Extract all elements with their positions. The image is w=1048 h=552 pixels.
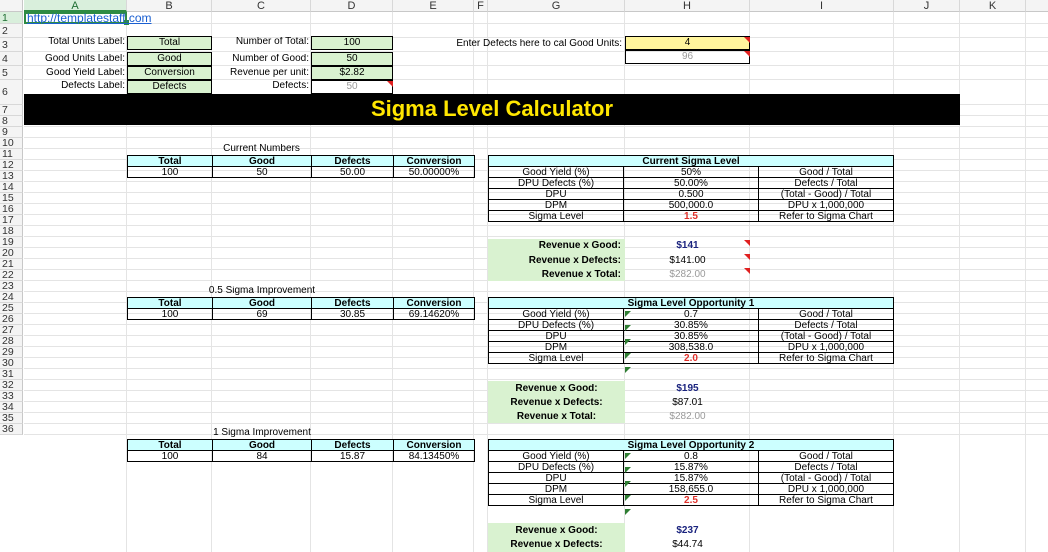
row-header[interactable]: 1 (0, 12, 23, 24)
cell-total[interactable]: 100 (128, 167, 213, 178)
metric-label[interactable]: Good Yield (%) (489, 167, 624, 178)
sigma-table (488, 297, 894, 364)
revenue-good-value[interactable]: $195 (676, 384, 699, 394)
header-total: Total (128, 440, 213, 451)
metric-formula[interactable]: Good / Total (759, 451, 894, 462)
grid-row-line (24, 423, 1048, 424)
revenue-good-value[interactable]: $237 (676, 526, 699, 536)
cell-defects[interactable]: 50.00 (312, 167, 394, 178)
metric-formula[interactable]: Defects / Total (759, 178, 894, 189)
grid-row-line (24, 434, 1048, 435)
header-defects: Defects (312, 440, 394, 451)
numbers-table (127, 155, 475, 178)
col-header-blank (1026, 0, 1048, 12)
col-header-c[interactable]: C (212, 0, 311, 12)
section-caption: Current Numbers (223, 144, 300, 154)
metric-label[interactable]: DPM (489, 342, 624, 353)
row-header[interactable]: 20 (0, 248, 23, 259)
input-number-good[interactable]: 50 (311, 52, 393, 66)
row-header[interactable]: 3 (0, 38, 23, 52)
row-header[interactable]: 10 (0, 138, 23, 149)
metric-label[interactable]: Good Yield (%) (489, 309, 624, 320)
metric-value[interactable]: 158,655.0 (624, 484, 759, 495)
row-header[interactable]: 9 (0, 127, 23, 138)
comment-marker-icon (387, 81, 393, 87)
metric-label[interactable]: DPU Defects (%) (489, 462, 624, 473)
section-caption: 1 Sigma Improvement (213, 428, 311, 438)
row-header[interactable]: 13 (0, 171, 23, 182)
header-good: Good (213, 298, 312, 309)
formula-marker-icon (625, 509, 631, 515)
revenue-good-label: Revenue x Good: (538, 241, 621, 251)
row-header[interactable]: 24 (0, 292, 23, 303)
label-total-units: Total Units Label: (48, 37, 125, 47)
metric-value[interactable]: 308,538.0 (624, 342, 759, 353)
label-good-yield: Good Yield Label: (46, 68, 125, 78)
header-defects: Defects (312, 156, 394, 167)
metric-value[interactable]: 15.87% (624, 473, 759, 484)
row-header[interactable]: 35 (0, 413, 23, 424)
cell-defects[interactable]: 15.87 (312, 451, 394, 462)
revenue-total-label: Revenue x Total: (541, 270, 621, 280)
header-total: Total (128, 156, 213, 167)
col-header-i[interactable]: I (750, 0, 894, 12)
label-good-units: Good Units Label: (44, 54, 125, 64)
grid-col-line (1025, 12, 1026, 552)
grid-row-line (24, 368, 1048, 369)
metric-label[interactable]: DPU Defects (%) (489, 178, 624, 189)
grid-row-line (24, 225, 1048, 226)
comment-marker-icon (744, 254, 750, 260)
row-header[interactable]: 21 (0, 259, 23, 270)
grid-row-line (24, 23, 1048, 24)
metric-value[interactable]: 15.87% (624, 462, 759, 473)
formula-marker-icon (625, 339, 631, 345)
revenue-total-value[interactable]: $282.00 (669, 412, 706, 422)
revenue-defects-value[interactable]: $141.00 (669, 256, 706, 266)
row-header[interactable]: 26 (0, 314, 23, 325)
col-header-h[interactable]: H (625, 0, 750, 12)
input-conversion-label[interactable]: Conversion (127, 66, 212, 80)
formula-marker-icon (625, 467, 631, 473)
page-title: Sigma Level Calculator (370, 96, 614, 121)
label-number-total: Number of Total: (235, 37, 309, 47)
title-banner (24, 94, 960, 125)
row-header[interactable]: 23 (0, 281, 23, 292)
row-header[interactable]: 34 (0, 402, 23, 413)
row-header[interactable]: 29 (0, 347, 23, 358)
revenue-defects-label: Revenue x Defects: (510, 398, 603, 408)
formula-marker-icon (625, 367, 631, 373)
row-header[interactable]: 28 (0, 336, 23, 347)
revenue-defects-value[interactable]: $87.01 (672, 398, 703, 408)
label-defects: Defects Label: (61, 81, 125, 91)
metric-label[interactable]: DPM (489, 484, 624, 495)
row-header[interactable]: 30 (0, 358, 23, 369)
grid-row-line (24, 148, 1048, 149)
row-header[interactable]: 7 (0, 105, 23, 116)
metric-value[interactable]: 500,000.0 (624, 200, 759, 211)
row-header[interactable]: 12 (0, 160, 23, 171)
cell-good[interactable]: 84 (213, 451, 312, 462)
revenue-good-label: Revenue x Good: (515, 526, 598, 536)
revenue-good-label: Revenue x Good: (515, 384, 598, 394)
metric-formula[interactable]: Refer to Sigma Chart (759, 353, 894, 364)
grid-row-line (24, 137, 1048, 138)
cell-conversion[interactable]: 84.13450% (394, 451, 475, 462)
cell-defects[interactable]: 30.85 (312, 309, 394, 320)
sigma-level-value[interactable]: 2.0 (624, 353, 759, 364)
revenue-total-label: Revenue x Total: (516, 412, 597, 422)
row-header[interactable]: 14 (0, 182, 23, 193)
row-header[interactable]: 8 (0, 116, 23, 127)
input-defects-label[interactable]: Defects (127, 80, 212, 94)
metric-label[interactable]: DPU (489, 189, 624, 200)
formula-marker-icon (625, 453, 631, 459)
header-conversion: Conversion (394, 440, 475, 451)
metric-formula[interactable]: (Total - Good) / Total (759, 473, 894, 484)
sigma-level-value[interactable]: 2.5 (624, 495, 759, 506)
metric-formula[interactable]: (Total - Good) / Total (759, 331, 894, 342)
metric-formula[interactable]: DPU x 1,000,000 (759, 342, 894, 353)
good-units-computed: 96 (625, 50, 750, 64)
input-number-total[interactable]: 100 (311, 36, 393, 50)
grid-row-line (24, 379, 1048, 380)
row-header[interactable]: 36 (0, 424, 23, 435)
link-templatestaff[interactable]: http://templatestaff.com (27, 12, 152, 24)
row-header[interactable]: 22 (0, 270, 23, 281)
metric-formula[interactable]: DPU x 1,000,000 (759, 200, 894, 211)
sigma-table (488, 155, 894, 222)
sigma-title: Current Sigma Level (489, 156, 894, 167)
metric-label[interactable]: DPU (489, 331, 624, 342)
col-header-f[interactable]: F (474, 0, 488, 12)
formula-marker-icon (625, 481, 631, 487)
comment-marker-icon (744, 51, 750, 57)
numbers-table (127, 439, 475, 462)
row-header[interactable]: 18 (0, 226, 23, 237)
cell-conversion[interactable]: 69.14620% (394, 309, 475, 320)
row-header[interactable]: 19 (0, 237, 23, 248)
metric-formula[interactable]: Refer to Sigma Chart (759, 211, 894, 222)
input-good-label[interactable]: Good (127, 52, 212, 66)
metric-formula[interactable]: Defects / Total (759, 320, 894, 331)
metric-value[interactable]: 0.7 (624, 309, 759, 320)
section-caption: 0.5 Sigma Improvement (208, 286, 316, 296)
metric-label[interactable]: DPU Defects (%) (489, 320, 624, 331)
grid-row-line (24, 291, 1048, 292)
metric-value[interactable]: 30.85% (624, 331, 759, 342)
row-header[interactable]: 16 (0, 204, 23, 215)
formula-marker-icon (625, 353, 631, 359)
col-header-g[interactable]: G (488, 0, 625, 12)
comment-marker-icon (744, 240, 750, 246)
defects-computed: 50 (311, 80, 393, 94)
grid-col-line (473, 12, 474, 552)
col-header-d[interactable]: D (311, 0, 393, 12)
label-enter-defects: Enter Defects here to cal Good Units: (456, 39, 622, 49)
cell-total[interactable]: 100 (128, 309, 213, 320)
revenue-good-value[interactable]: $141 (676, 241, 699, 251)
row-header[interactable]: 25 (0, 303, 23, 314)
col-header-e[interactable]: E (393, 0, 474, 12)
cell-good[interactable]: 69 (213, 309, 312, 320)
formula-marker-icon (625, 311, 631, 317)
revenue-total-value[interactable]: $282.00 (669, 270, 706, 280)
comment-marker-icon (744, 37, 750, 43)
metric-value[interactable]: 50.00% (624, 178, 759, 189)
metric-formula[interactable]: Good / Total (759, 167, 894, 178)
formula-marker-icon (625, 325, 631, 331)
input-total-label[interactable]: Total (127, 36, 212, 50)
header-conversion: Conversion (394, 298, 475, 309)
header-defects: Defects (312, 298, 394, 309)
revenue-defects-value[interactable]: $44.74 (672, 540, 703, 550)
grid-col-line (959, 12, 960, 552)
header-total: Total (128, 298, 213, 309)
sigma-table (488, 439, 894, 506)
metric-label[interactable]: DPU (489, 473, 624, 484)
sigma-level-value[interactable]: 1.5 (624, 211, 759, 222)
input-revenue-per-unit[interactable]: $2.82 (311, 66, 393, 80)
row-header[interactable]: 32 (0, 380, 23, 391)
label-revenue-per-unit: Revenue per unit: (230, 68, 309, 78)
metric-formula[interactable]: (Total - Good) / Total (759, 189, 894, 200)
metric-formula[interactable]: DPU x 1,000,000 (759, 484, 894, 495)
header-good: Good (213, 156, 312, 167)
grid-row-line (24, 126, 1048, 127)
revenue-defects-label: Revenue x Defects: (528, 256, 621, 266)
row-header[interactable]: 31 (0, 369, 23, 380)
label-number-good: Number of Good: (232, 54, 309, 64)
select-all-corner[interactable] (0, 0, 23, 12)
cell-conversion[interactable]: 50.00000% (394, 167, 475, 178)
row-header[interactable]: 15 (0, 193, 23, 204)
sigma-title: Sigma Level Opportunity 1 (489, 298, 894, 309)
formula-marker-icon (625, 495, 631, 501)
metric-formula[interactable]: Good / Total (759, 309, 894, 320)
comment-marker-icon (744, 268, 750, 274)
grid-row-line (24, 236, 1048, 237)
metric-formula[interactable]: Refer to Sigma Chart (759, 495, 894, 506)
col-header-a[interactable]: A (24, 0, 127, 12)
row-header[interactable]: 11 (0, 149, 23, 160)
row-header[interactable]: 5 (0, 66, 23, 80)
header-conversion: Conversion (394, 156, 475, 167)
col-header-k[interactable]: K (960, 0, 1026, 12)
row-header[interactable]: 2 (0, 24, 23, 38)
header-good: Good (213, 440, 312, 451)
sigma-title: Sigma Level Opportunity 2 (489, 440, 894, 451)
metric-label[interactable]: Sigma Level (489, 211, 624, 222)
metric-value[interactable]: 0.8 (624, 451, 759, 462)
metric-value[interactable]: 0.500 (624, 189, 759, 200)
row-header[interactable]: 27 (0, 325, 23, 336)
input-enter-defects[interactable]: 4 (625, 36, 750, 50)
metric-label[interactable]: DPM (489, 200, 624, 211)
metric-value[interactable]: 30.85% (624, 320, 759, 331)
cell-total[interactable]: 100 (128, 451, 213, 462)
metric-label[interactable]: Good Yield (%) (489, 451, 624, 462)
row-header[interactable]: 4 (0, 52, 23, 66)
cell-good[interactable]: 50 (213, 167, 312, 178)
metric-label[interactable]: Sigma Level (489, 495, 624, 506)
numbers-table (127, 297, 475, 320)
col-header-j[interactable]: J (894, 0, 960, 12)
metric-value[interactable]: 50% (624, 167, 759, 178)
metric-label[interactable]: Sigma Level (489, 353, 624, 364)
row-header[interactable]: 17 (0, 215, 23, 226)
col-header-b[interactable]: B (127, 0, 212, 12)
label-defects-count: Defects: (272, 81, 309, 91)
row-header[interactable]: 6 (0, 80, 23, 105)
row-header[interactable]: 33 (0, 391, 23, 402)
metric-formula[interactable]: Defects / Total (759, 462, 894, 473)
revenue-defects-label: Revenue x Defects: (510, 540, 603, 550)
